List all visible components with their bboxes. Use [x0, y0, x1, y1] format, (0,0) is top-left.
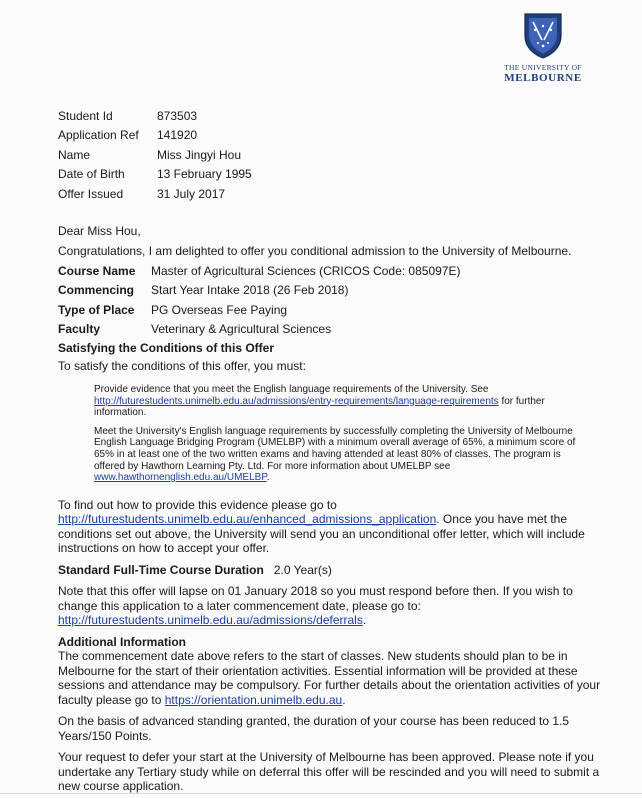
condition-2-text: Meet the University's English language requirements by successfully completing the University of Melbourne English Language Bridging Program (UMELBP) with a minimum overall average of 65%, a minimum score of 65% in at least one of the two written exams and having attended at least 80% of classes. The program is offered by Hawthorn Learning Pty. Ltd. For more information about UMELBP see — [94, 425, 576, 472]
detail-label: Application Ref — [58, 128, 139, 143]
university-logo — [500, 10, 586, 84]
deferrals-link[interactable]: http://futurestudents.unimelb.edu.au/admissions/deferrals — [58, 613, 363, 628]
deferral-paragraph: Your request to defer your start at the University of Melbourne has been approved. Please note if you undertake any Tertiary study while on deferral this offer will be rescinded and you will need to submit a new course application. — [58, 750, 600, 794]
detail-row-application-ref — [58, 126, 252, 146]
additional-info-tail: . — [342, 692, 346, 707]
congratulations-text: Congratulations, I am delighted to offer you conditional admission to the University of Melbourne. — [58, 243, 572, 258]
duration-line — [58, 563, 608, 578]
salutation: Dear Miss Hou, — [58, 224, 141, 238]
condition-1-tail: for further information. — [94, 395, 545, 419]
course-label: Course Name — [58, 263, 136, 278]
duration-value: 2.0 Year(s) — [273, 562, 332, 577]
conditions-intro: To satisfy the conditions of this offer, you must: — [58, 359, 306, 373]
evidence-text: To find out how to provide this evidence please go to — [58, 497, 337, 512]
detail-label: Date of Birth — [58, 167, 125, 182]
additional-info-paragraph — [58, 649, 608, 707]
letter-body — [58, 222, 608, 794]
detail-row-name — [58, 145, 252, 165]
detail-label: Name — [58, 147, 91, 162]
conditions-heading: Satisfying the Conditions of this Offer — [58, 341, 274, 355]
detail-label: Student Id — [58, 108, 113, 123]
course-value: Master of Agricultural Sciences (CRICOS Code: 085097E) — [151, 263, 461, 278]
detail-value: 873503 — [157, 108, 198, 123]
condition-2-tail: . — [266, 472, 270, 484]
condition-1-text: Provide evidence that you meet the English language requirements of the University. See — [94, 384, 489, 395]
course-label: Type of Place — [58, 302, 135, 317]
course-value: Start Year Intake 2018 (26 Feb 2018) — [151, 283, 349, 297]
language-requirements-link[interactable]: http://futurestudents.unimelb.edu.au/admissions/entry-requirements/language-requirements — [94, 395, 499, 407]
advanced-standing-paragraph: On the basis of advanced standing granted, the duration of your course has been reduced to 1.5 Years/150 Points. — [58, 714, 570, 743]
umelbp-link[interactable]: www.hawthornenglish.edu.au/UMELBP — [94, 472, 267, 484]
additional-info-text: The commencement date above refers to the start of classes. New students should plan to be in Melbourne for the start of their orientation activities. Essential information will be provided at these sessions and attendance may be compulsory. For further details about the orientation activities of your faculty please go to — [58, 649, 601, 707]
course-row-type-of-place — [58, 300, 608, 320]
course-label: Commencing — [58, 283, 135, 297]
condition-item-1 — [94, 384, 594, 419]
course-value: Veterinary & Agricultural Sciences — [151, 322, 332, 336]
lapse-text: Note that this offer will lapse on 01 January 2018 so you must respond before then. If you wish to change this application to a later commencement date, please go to: — [58, 584, 573, 613]
applicant-details — [58, 106, 252, 204]
lapse-paragraph — [58, 584, 608, 628]
detail-value: Miss Jingyi Hou — [157, 147, 242, 162]
detail-row-student-id — [58, 106, 252, 126]
course-row-commencing — [58, 281, 608, 301]
enhanced-admissions-link[interactable]: http://futurestudents.unimelb.edu.au/enhanced_admissions_application — [58, 512, 437, 527]
detail-value: 31 July 2017 — [157, 186, 226, 201]
course-label: Faculty — [58, 322, 101, 336]
logo-line1: THE UNIVERSITY OF — [504, 63, 582, 72]
condition-item-2 — [94, 426, 594, 484]
additional-info-heading: Additional Information — [58, 634, 186, 649]
logo-line2: MELBOURNE — [504, 72, 582, 84]
evidence-tail: . Once you have met the conditions set out above, the University will send you an unconditional offer letter, which will include instructions on how to accept your offer. — [58, 512, 585, 556]
detail-value: 13 February 1995 — [157, 167, 252, 182]
course-row-name — [58, 261, 608, 281]
page-divider — [0, 793, 642, 794]
course-details — [58, 261, 608, 339]
detail-value: 141920 — [157, 128, 198, 143]
orientation-link[interactable]: https://orientation.unimelb.edu.au — [164, 692, 343, 707]
course-value: PG Overseas Fee Paying — [151, 302, 288, 317]
university-crest-icon — [521, 10, 565, 60]
detail-row-offer-issued — [58, 184, 252, 204]
duration-label: Standard Full-Time Course Duration — [58, 562, 264, 577]
evidence-paragraph — [58, 498, 608, 556]
course-row-faculty — [58, 320, 608, 340]
detail-label: Offer Issued — [58, 186, 124, 201]
lapse-tail: . — [362, 613, 367, 628]
detail-row-date-of-birth — [58, 165, 252, 185]
